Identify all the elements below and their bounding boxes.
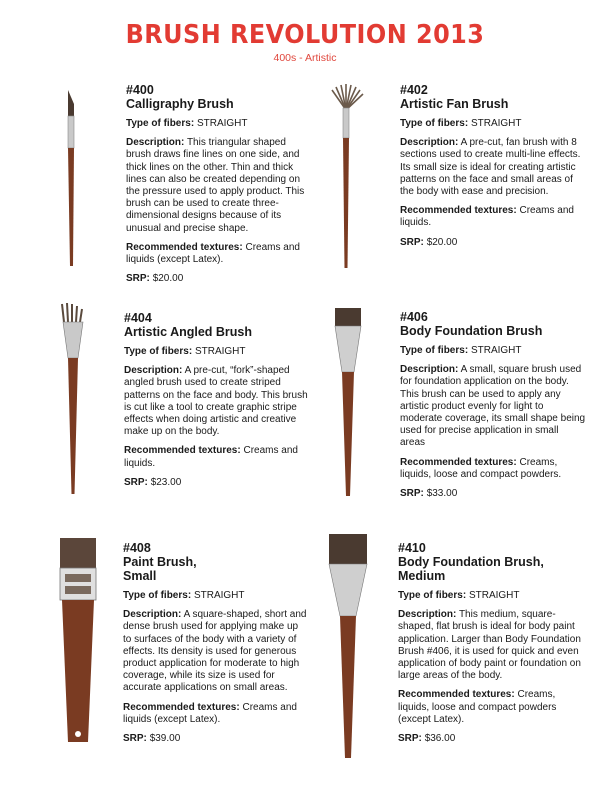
textures-value: Creams and liquids. xyxy=(400,205,574,229)
paint-brush-small-image xyxy=(56,536,100,746)
fibers-label: Type of fibers: xyxy=(126,118,195,129)
fibers-label: Type of fibers: xyxy=(400,345,469,356)
page-title: BRUSH REVOLUTION 2013 xyxy=(125,20,485,50)
page-subtitle: 400s - Artistic xyxy=(273,52,337,64)
brush-entry-400 xyxy=(126,83,312,292)
srp-label: SRP: xyxy=(124,476,148,488)
brush-number: #410 xyxy=(398,541,426,555)
brush-number: #402 xyxy=(400,83,428,97)
fibers-value: STRAIGHT xyxy=(468,590,520,601)
textures-value: Creams and liquids (except Latex). xyxy=(123,701,297,725)
textures-value: Creams and liquids. xyxy=(124,445,298,469)
brush-entry-404 xyxy=(124,311,310,496)
textures-label: Recommended textures: xyxy=(124,445,241,457)
srp-value: $36.00 xyxy=(424,733,456,745)
angled-brush-image xyxy=(58,300,88,496)
brush-entry-406 xyxy=(400,310,586,507)
brush-number: #408 xyxy=(123,541,151,555)
fibers-label: Type of fibers: xyxy=(400,118,469,129)
srp-label: SRP: xyxy=(398,733,422,745)
textures-label: Recommended textures: xyxy=(123,701,240,713)
brush-number: #400 xyxy=(126,83,154,97)
description-value: A square-shaped, short and dense brush used for applying make up to surfaces of the body with a variety of effects. Its density is used for generous product application for moderate to high coverage, while its size is used for accurate applications on small areas. xyxy=(123,609,307,694)
textures-label: Recommended textures: xyxy=(126,241,243,253)
fibers-value: STRAIGHT xyxy=(196,118,248,129)
brush-name: Body Foundation Brush xyxy=(400,324,543,338)
srp-label: SRP: xyxy=(400,488,424,500)
description-value: A pre-cut, “fork”-shaped angled brush used to create striped patterns on the face and body. This brush is cut like a tool to create graphic stripe effects when doing artistic and creative make up on the body. xyxy=(124,365,308,438)
srp-value: $39.00 xyxy=(149,733,181,745)
srp-value: $23.00 xyxy=(150,476,182,488)
body-foundation-brush-image xyxy=(330,306,366,498)
description-value: A small, square brush used for foundation application on the body. This brush can be used to apply any artistic product evenly for light to moderate coverage, its small shape being used for precise application in small areas xyxy=(400,364,586,449)
brush-name: Paint Brush, Small xyxy=(123,555,197,583)
description-label: Description: xyxy=(400,364,459,376)
fan-brush-image xyxy=(326,84,366,270)
srp-value: $20.00 xyxy=(426,236,458,248)
srp-label: SRP: xyxy=(400,236,424,248)
brush-number: #406 xyxy=(400,310,428,324)
description-value: This medium, square-shaped, flat brush is ideal for body paint application. Larger than Body Foundation Brush #406, it is used for quick and even application of body paint or foundation on large areas of the body. xyxy=(398,609,581,682)
fibers-value: STRAIGHT xyxy=(193,590,245,601)
description-label: Description: xyxy=(400,137,459,149)
description-value: A pre-cut, fan brush with 8 sections used to create multi-line effects. Its small size is ideal for creating artistic patterns on the face and small areas of the body with ease and precision. xyxy=(400,137,581,198)
srp-label: SRP: xyxy=(126,273,150,285)
srp-value: $20.00 xyxy=(152,273,184,285)
brush-name: Artistic Angled Brush xyxy=(124,325,253,339)
fibers-value: STRAIGHT xyxy=(470,345,522,356)
description-label: Description: xyxy=(123,609,182,621)
textures-label: Recommended textures: xyxy=(400,456,517,468)
brush-name: Calligraphy Brush xyxy=(126,97,234,111)
textures-label: Recommended textures: xyxy=(400,205,517,217)
description-label: Description: xyxy=(126,137,185,149)
description-value: This triangular shaped brush draws fine lines on one side, and thick lines on the other. Thin and thick lines can also be created depending on the pressure used to apply product. This brush can be used to create three-dimensional designs because of its unusual and precise shape. xyxy=(126,137,305,234)
calligraphy-brush-image xyxy=(60,88,84,268)
fibers-label: Type of fibers: xyxy=(123,590,192,601)
body-foundation-brush-medium-image xyxy=(326,532,370,760)
textures-value: Creams, liquids, loose and compact powders (except Latex). xyxy=(398,689,557,725)
brush-entry-408 xyxy=(123,541,309,752)
fibers-value: STRAIGHT xyxy=(470,118,522,129)
brush-entry-402 xyxy=(400,83,586,256)
brush-number: #404 xyxy=(124,311,152,325)
description-label: Description: xyxy=(398,609,457,621)
textures-value: Creams and liquids (except Latex). xyxy=(126,241,300,266)
fibers-label: Type of fibers: xyxy=(398,590,467,601)
brush-name: Artistic Fan Brush xyxy=(400,97,509,111)
brush-entry-410 xyxy=(398,541,584,752)
description-label: Description: xyxy=(124,365,183,377)
srp-label: SRP: xyxy=(123,733,147,745)
fibers-value: STRAIGHT xyxy=(194,346,246,357)
brush-name: Body Foundation Brush, Medium xyxy=(398,555,544,583)
fibers-label: Type of fibers: xyxy=(124,346,193,357)
textures-value: Creams, liquids, loose and compact powders. xyxy=(400,456,562,480)
textures-label: Recommended textures: xyxy=(398,689,515,701)
srp-value: $33.00 xyxy=(426,488,458,500)
